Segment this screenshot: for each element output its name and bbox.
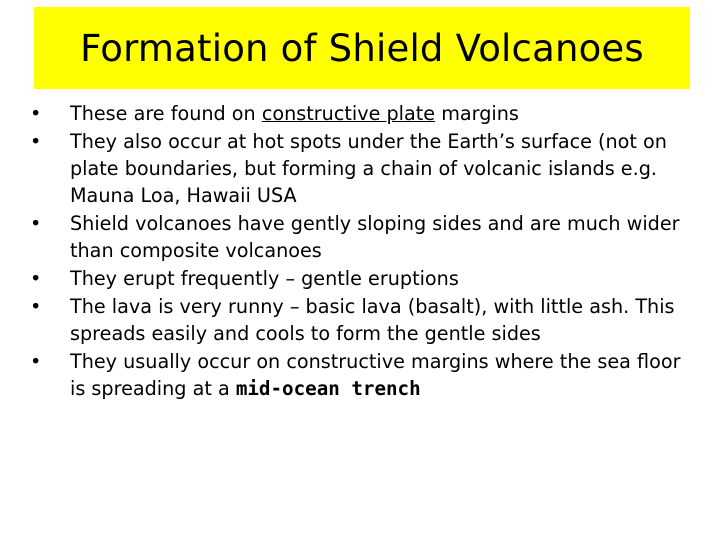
bullet-dot-icon: • — [30, 102, 42, 125]
title-band — [34, 7, 690, 89]
bullet-text-part: They usually occur on constructive margins where the sea floor is spreading at a — [70, 350, 681, 400]
bullet-text — [70, 348, 688, 402]
bullet-text-part: These are found on — [70, 102, 262, 125]
bullet-text — [70, 100, 688, 127]
bullet-item — [28, 348, 688, 402]
bullet-text-part: margins — [435, 102, 519, 125]
bullet-dot-icon: • — [30, 212, 42, 235]
bullet-text: They also occur at hot spots under the Earth’s surface (not on plate boundaries, but forming a chain of volcanic islands e.g. Mauna Loa, Hawaii USA — [70, 130, 667, 207]
bullet-dot-icon: • — [30, 350, 42, 373]
bullet-item — [28, 128, 688, 209]
bullet-item — [28, 293, 688, 347]
bullet-list — [28, 100, 688, 403]
bullet-item — [28, 100, 688, 127]
underlined-term: constructive plate — [261, 102, 436, 125]
bullet-dot-icon: • — [30, 295, 42, 318]
slide-title: Formation of Shield Volcanoes — [80, 26, 644, 70]
bullet-dot-icon: • — [30, 130, 42, 153]
bullet-item — [28, 210, 688, 264]
bullet-text: The lava is very runny – basic lava (basalt), with little ash. This spreads easily and cools to form the gentle sides — [70, 295, 675, 345]
bold-term: mid-ocean trench — [235, 377, 421, 400]
bullet-dot-icon: • — [30, 267, 42, 290]
bullet-text: They erupt frequently – gentle eruptions — [70, 267, 459, 290]
bullet-item — [28, 265, 688, 292]
bullet-text: Shield volcanoes have gently sloping sides and are much wider than composite volcanoes — [70, 212, 680, 262]
